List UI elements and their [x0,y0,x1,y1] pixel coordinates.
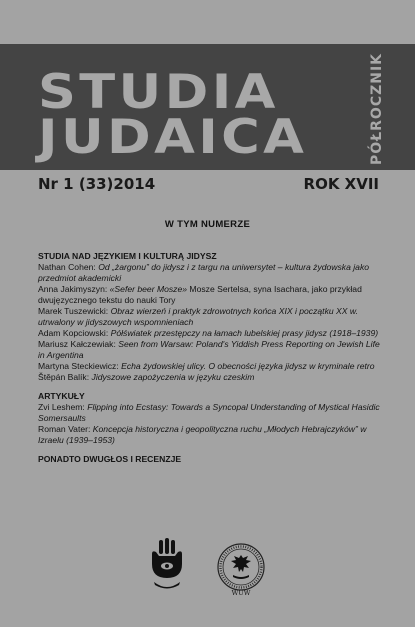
university-seal-icon [213,541,269,597]
section-yiddish [38,251,383,383]
toc-entry: Zvi Leshem: Flipping into Ecstasy: Towards a Syncopal Understanding of Mystical Hasidic Somersaults [38,402,380,423]
publisher-logos [0,538,415,598]
issue-number: Nr 1 (33)2014 [38,175,156,193]
contents-heading: W TYM NUMERZE [164,219,251,230]
toc-entry: Nathan Cohen: Od „żargonu” do jidysz i z targu na uniwersytet – kultura żydowska jako przedmiot akademicki [38,262,370,283]
hamsa-icon [148,538,186,594]
toc-entry: Roman Vater: Koncepcja historyczna i geopolityczna ruchu „Młodych Hebrajczyków” w Izraelu (1939–1953) [38,424,367,445]
seal-text: WUW [231,589,251,597]
toc-entry: Martyna Steckiewicz: Echa żydowskiej ulicy. O obecności języka jidysz w kryminale retro [38,361,375,371]
toc-entry: Štěpán Balík: Jidyszowe zapożyczenia w języku czeskim [38,372,255,382]
volume-year: ROK XVII [303,175,379,193]
toc-entry: Anna Jakimyszyn: «Sefer beer Mosze» Mosze Sertelsa, syna Isachara, jako przykład dwujęzycznego tekstu do nauki Tory [38,284,362,305]
section-title: ARTYKUŁY [38,391,85,401]
frequency-label: PÓŁROCZNIK [369,52,385,165]
section-articles [38,391,383,446]
extra-content-note: PONADTO DWUGŁOS I RECENZJE [38,454,182,464]
toc-entry: Adam Kopciowski: Półświatek przestępczy na łamach lubelskiej prasy jidysz (1918–1939) [38,328,379,338]
table-of-contents [38,251,383,465]
journal-title-line1: STUDIA [38,65,279,120]
toc-entry: Mariusz Kałczewiak: Seen from Warsaw: Poland's Yiddish Press Reporting on Jewish Life in Argentina [38,339,380,360]
section-title: STUDIA NAD JĘZYKIEM I KULTURĄ JIDYSZ [38,251,217,261]
toc-entry: Marek Tuszewicki: Obraz wierzeń i praktyk zdrowotnych końca XIX i początku XX w. utrwalony w jidyszowych wspomnieniach [38,306,359,327]
journal-title-line2: JUDAICA [38,110,308,165]
